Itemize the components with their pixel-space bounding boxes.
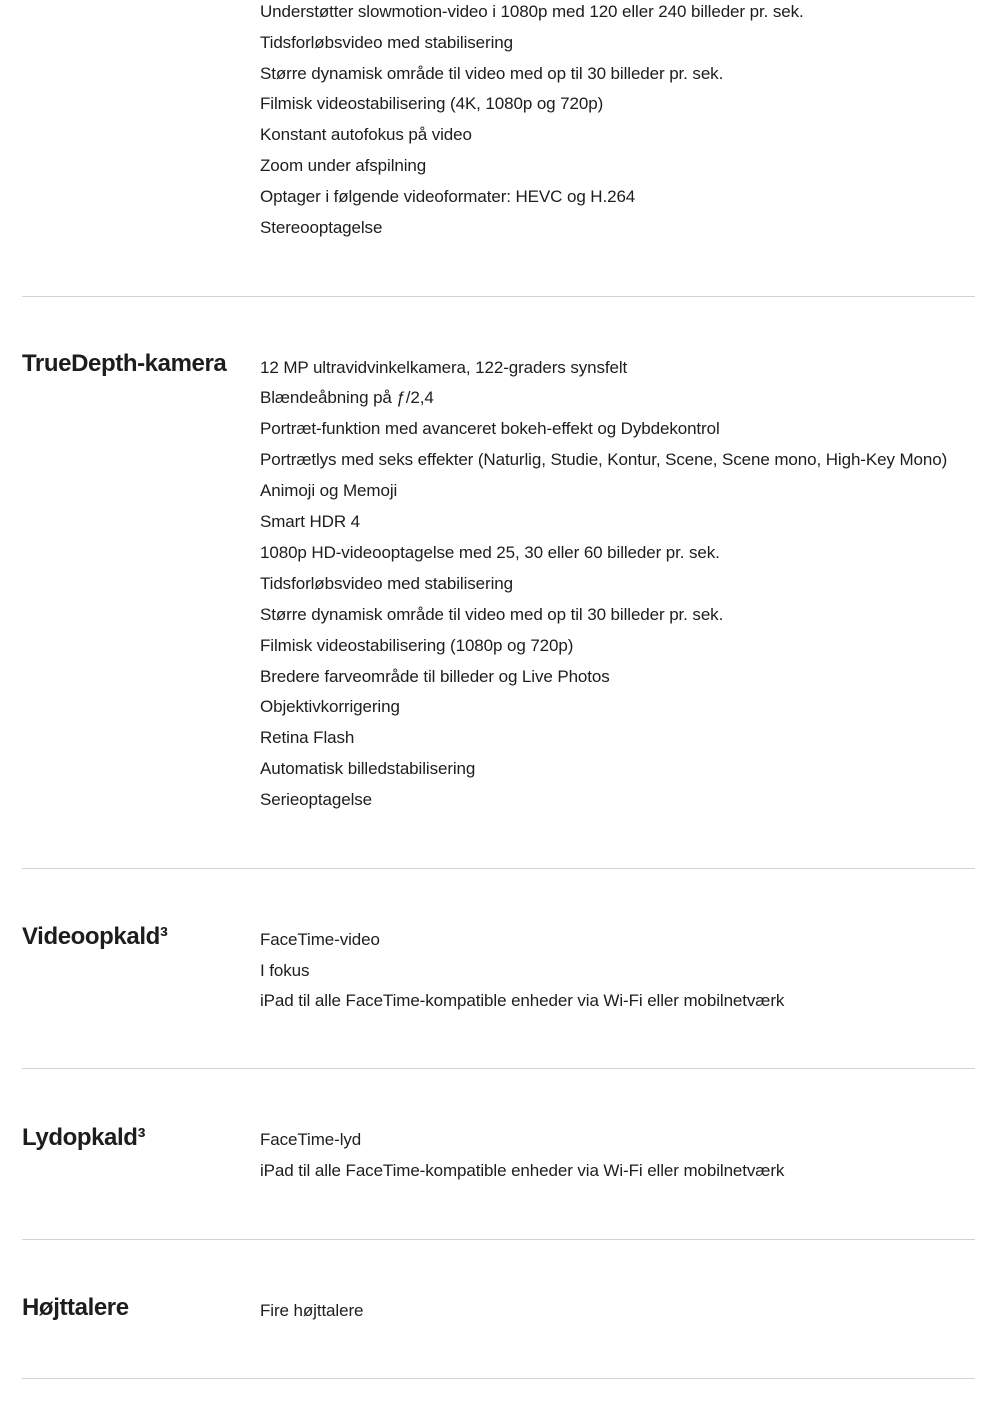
audio-calls-spec-item: FaceTime-lyd [260, 1130, 362, 1149]
video-spec-item: Optager i følgende videoformater: HEVC og H.264 [260, 187, 636, 206]
truedepth-spec-item: Objektivkorrigering [260, 697, 400, 716]
video-calls-spec-item: FaceTime-video [260, 930, 380, 949]
video-spec-item: Stereooptagelse [260, 218, 383, 237]
truedepth-spec-item: 1080p HD-videooptagelse med 25, 30 eller 60 billeder pr. sek. [260, 543, 720, 562]
audio-calls-spec-item: iPad til alle FaceTime-kompatible enheder via Wi-Fi eller mobilnetværk [260, 1161, 785, 1180]
video-calls-spec-item: iPad til alle FaceTime-kompatible enheder via Wi-Fi eller mobilnetværk [260, 991, 785, 1010]
truedepth-spec-item: Tidsforløbsvideo med stabilisering [260, 574, 513, 593]
truedepth-spec-item: Portrætlys med seks effekter (Naturlig, Studie, Kontur, Scene, Scene mono, High-Key Mono) [260, 450, 948, 469]
truedepth-spec-item: Smart HDR 4 [260, 512, 360, 531]
section-divider [22, 1068, 975, 1069]
audio-calls-title: Lydopkald³ [22, 1124, 146, 1151]
truedepth-spec-item: Blændeåbning på ƒ/2,4 [260, 388, 434, 407]
truedepth-spec-item: Filmisk videostabilisering (1080p og 720p) [260, 636, 574, 655]
video-spec-item: Større dynamisk område til video med op til 30 billeder pr. sek. [260, 64, 724, 83]
truedepth-spec-item: Animoji og Memoji [260, 481, 398, 500]
video-spec-item: Konstant autofokus på video [260, 125, 472, 144]
truedepth-spec-item: Bredere farveområde til billeder og Live Photos [260, 667, 610, 686]
video-spec-item: Tidsforløbsvideo med stabilisering [260, 33, 513, 52]
speakers-title: Højttalere [22, 1294, 129, 1321]
video-calls-spec-item: I fokus [260, 961, 310, 980]
section-divider [22, 1378, 975, 1379]
truedepth-spec-item: Retina Flash [260, 728, 355, 747]
video-calls-title: Videoopkald³ [22, 923, 168, 950]
speakers-spec-item: Fire højttalere [260, 1301, 364, 1320]
truedepth-spec-item: 12 MP ultravidvinkelkamera, 122-graders synsfelt [260, 358, 628, 377]
truedepth-spec-item: Større dynamisk område til video med op til 30 billeder pr. sek. [260, 605, 724, 624]
truedepth-spec-item: Portræt-funktion med avanceret bokeh-effekt og Dybdekontrol [260, 419, 720, 438]
truedepth-title: TrueDepth-kamera [22, 350, 227, 377]
video-spec-item: Filmisk videostabilisering (4K, 1080p og 720p) [260, 94, 604, 113]
truedepth-spec-item: Serieoptagelse [260, 790, 373, 809]
section-divider [22, 868, 975, 869]
video-spec-item: Zoom under afspilning [260, 156, 427, 175]
section-divider [22, 1239, 975, 1240]
video-spec-item: Understøtter slowmotion-video i 1080p med 120 eller 240 billeder pr. sek. [260, 2, 804, 21]
section-divider [22, 296, 975, 297]
truedepth-spec-item: Automatisk billedstabilisering [260, 759, 476, 778]
